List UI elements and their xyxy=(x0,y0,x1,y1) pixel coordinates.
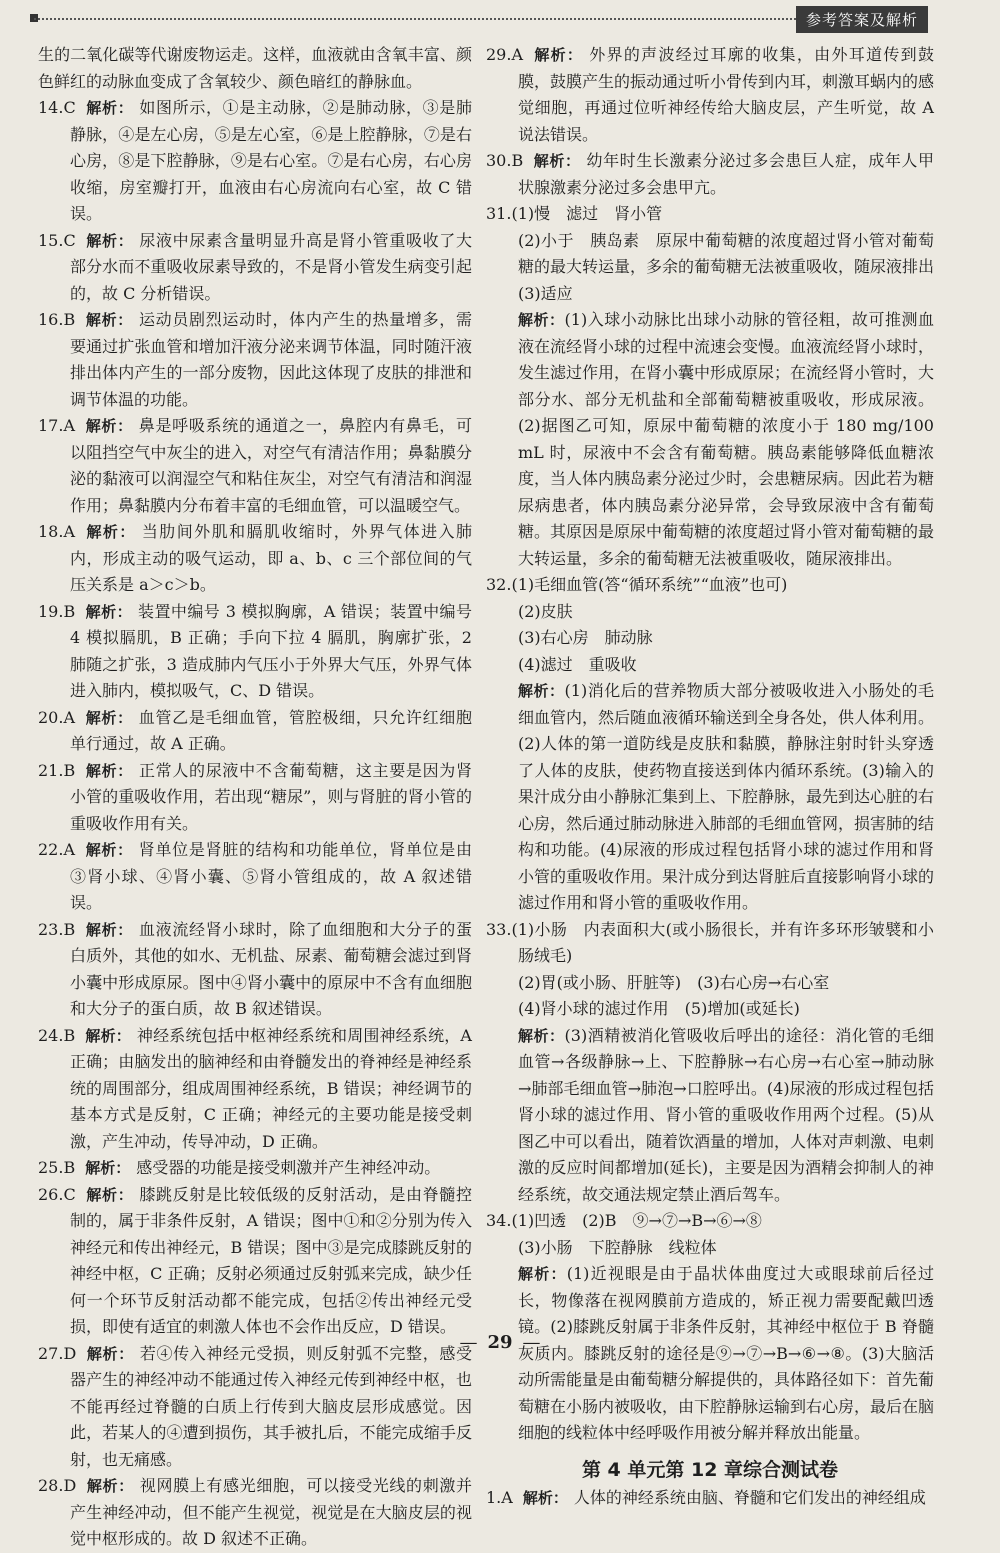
answer-text: (1)小肠 内表面积大(或小肠很长，并有许多环形皱襞和小肠绒毛) xyxy=(511,919,934,965)
question-number: 26. xyxy=(38,1184,64,1204)
answer-letter: B xyxy=(63,1158,76,1177)
answer-letter: A xyxy=(63,522,76,541)
analysis-label: 解析： xyxy=(85,761,133,780)
answer-text: (2)胃(或小肠、肝脏等) (3)右心房→右心室 xyxy=(518,972,830,992)
analysis-label: 解析： xyxy=(85,1185,134,1204)
analysis-text: 尿液中尿素含量明显升高是肾小管重吸收了大部分水而不重吸收尿素导致的，不是肾小管发生病变引起的，故 C 分析错误。 xyxy=(70,230,472,303)
question-number: 17. xyxy=(38,416,64,435)
answer-text: (2)小于 胰岛素 原尿中葡萄糖的浓度超过肾小管对葡萄糖的最大转运量，多余的葡萄糖无法被重吸收，随尿液排出 xyxy=(518,230,935,276)
header-label: 参考答案及解析 xyxy=(796,6,928,33)
analysis-text: 肾单位是肾脏的结构和功能单位，肾单位是由③肾小球、④肾小囊、⑤肾小管组成的，故 A 叙述错误。 xyxy=(70,840,472,912)
answer-item xyxy=(486,1485,934,1512)
analysis-text: 幼年时生长激素分泌过多会患巨人症，成年人甲状腺激素分泌过多会患甲亢。 xyxy=(518,151,934,197)
analysis-text: 神经系统包括中枢神经系统和周围神经系统，A 正确；由脑发出的脑神经和由脊髓发出的脊神经是神经系统的周围部分，组成周围神经系统，B 错误；神经调节的基本方式是反射，C 正确；神经元的主要功能是接受刺激，产生冲动，传导冲动，D 正确。 xyxy=(70,1025,472,1151)
answer-34 xyxy=(486,1208,934,1447)
answer-text: (3)右心房 肺动脉 xyxy=(518,628,653,647)
analysis-paragraph xyxy=(486,307,934,572)
analysis-text: 血管乙是毛细血管，管腔极细，只允许红细胞单行通过，故 A 正确。 xyxy=(70,707,472,753)
answer-item xyxy=(38,413,472,519)
answer-text: (3)适应 xyxy=(518,283,573,303)
analysis-label: 解析： xyxy=(85,231,134,250)
question-number: 16. xyxy=(38,310,64,329)
analysis-label: 解析： xyxy=(85,920,133,939)
analysis-text: 若④传入神经元受损，则反射弧不完整，感受器产生的神经冲动不能通过传入神经元传到神经中枢，也不能再经过脊髓的白质上行传到大脑皮层形成感觉。因此，若某人的④遭到损伤，其手被扎后，不能完成缩手反射，也无痛感。 xyxy=(70,1343,472,1469)
analysis-label: 解析： xyxy=(533,152,581,170)
question-number: 31. xyxy=(486,204,512,223)
analysis-text: 血液流经肾小球时，除了血细胞和大分子的蛋白质外，其他的如水、无机盐、尿素、葡萄糖会滤过到肾小囊中形成原尿。图中④肾小囊中的原尿中不含有血细胞和大分子的蛋白质，故 B 叙述错误。 xyxy=(70,919,472,1018)
analysis-text: 运动员剧烈运动时，体内产生的热量增多，需要通过扩张血管和增加汗液分泌来调节体温，同时随汗液排出体内产生的一部分废物，因此这体现了皮肤的排泄和调节体温的功能。 xyxy=(70,310,472,409)
question-number: 20. xyxy=(38,707,64,727)
question-number: 22. xyxy=(38,840,64,859)
answer-letter: C xyxy=(63,230,76,250)
analysis-label: 解析： xyxy=(522,1489,568,1507)
analysis-label: 解析： xyxy=(86,1344,134,1363)
analysis-label: 解析： xyxy=(85,523,136,541)
analysis-text: 膝跳反射是比较低级的反射活动，是由脊髓控制的，属于非条件反射，A 错误；图中①和②分别为传入神经元和传出神经元，B 错误；图中③是完成膝跳反射的神经中枢，C 正确；反射必须通过反射弧来完成，缺少任何一个环节反射活动都不能完成，包括②传出神经元受损，即使有适宜的刺激人体也不会作出反应，D 错误。 xyxy=(70,1184,472,1336)
answer-letter: A xyxy=(63,707,76,727)
answer-line xyxy=(486,625,934,652)
question-number: 30. xyxy=(486,151,512,170)
answer-line xyxy=(486,1208,934,1235)
answer-letter: D xyxy=(63,1476,77,1495)
question-number: 1. xyxy=(486,1488,502,1507)
analysis-text: 外界的声波经过耳廓的收集，由外耳道传到鼓膜，鼓膜产生的振动通过听小骨传到内耳，刺激耳蜗内的感觉细胞，再通过位听神经传给大脑皮层，产生听觉，故 A 说法错误。 xyxy=(518,45,935,144)
answer-item xyxy=(38,1155,472,1182)
answer-text: (1)慢 滤过 肾小管 xyxy=(511,204,663,223)
question-number: 28. xyxy=(38,1476,64,1495)
analysis-label: 解析： xyxy=(85,602,133,621)
right-column xyxy=(486,42,934,1512)
answer-31 xyxy=(486,201,934,572)
answer-item xyxy=(38,307,472,413)
answer-letter: B xyxy=(63,1025,76,1045)
answer-letter: B xyxy=(63,919,76,939)
question-number: 23. xyxy=(38,919,64,939)
answer-text: (1)毛细血管(答“循环系统”“血液”也可) xyxy=(511,575,788,594)
analysis-label: 解析： xyxy=(518,682,565,700)
answer-line xyxy=(486,1235,934,1262)
answer-item xyxy=(38,1473,472,1553)
analysis-label: 解析： xyxy=(85,708,133,727)
section-title: 第 4 单元第 12 章综合测试卷 xyxy=(581,1458,839,1481)
answer-line xyxy=(486,281,934,308)
analysis-label: 解析： xyxy=(85,1159,131,1177)
answer-text: (2)皮肤 xyxy=(518,601,573,621)
answer-33 xyxy=(486,917,934,1209)
question-number: 27. xyxy=(38,1343,64,1363)
analysis-paragraph xyxy=(486,678,934,917)
analysis-label: 解析： xyxy=(85,1026,131,1045)
question-number: 14. xyxy=(38,98,64,117)
answer-item xyxy=(486,42,934,148)
header-rule xyxy=(34,18,800,20)
answer-letter: A xyxy=(63,416,76,435)
analysis-text: 人体的神经系统由脑、脊髓和它们发出的神经组成 xyxy=(573,1488,926,1507)
analysis-label: 解析： xyxy=(518,311,565,329)
analysis-text: 如图所示，①是主动脉，②是肺动脉，③是肺静脉，④是左心房，⑤是左心室，⑥是上腔静脉，⑦是右心房，⑧是下腔静脉，⑨是右心室。⑦是右心房，右心房收缩，房室瓣打开，血液由右心房流向右心室，故 C 错误。 xyxy=(70,98,472,223)
answer-letter: B xyxy=(63,601,76,621)
analysis-paragraph xyxy=(486,1261,934,1447)
answer-line xyxy=(486,599,934,626)
answer-text: (4)滤过 重吸收 xyxy=(518,654,637,674)
answer-item xyxy=(38,705,472,758)
answer-line xyxy=(486,652,934,679)
analysis-text: (1)入球小动脉比出球小动脉的管径粗，故可推测血液在流经肾小球的过程中流速会变慢。血液流经肾小球时，发生滤过作用，在肾小囊中形成原尿；在流经肾小管时，大部分水、部分无机盐和全部葡萄糖被重吸收，形成尿液。(2)据图乙可知，原尿中葡萄糖的浓度小于 180 mg/100 mL 时，尿液中不会含有葡萄糖。胰岛素能够降低血糖浓度，当人体内胰岛素分泌过少时，会患糖尿病。因此若为糖尿病患者，体内胰岛素分泌异常，会导致尿液中含有葡萄糖。其原因是原尿中葡萄糖的浓度超过肾小管对葡萄糖的最大转运量，多余的葡萄糖无法被重吸收，随尿液排出。 xyxy=(518,310,935,568)
analysis-text: (1)近视眼是由于晶状体曲度过大或眼球前后径过长，物像落在视网膜前方造成的，矫正视力需要配戴凹透镜。(2)膝跳反射属于非条件反射，其神经中枢位于 B 脊髓灰质内。膝跳反射的途径是⑨→⑦→B→⑥→⑧。(3)大脑活动所需能量是由葡萄糖分解提供的，具体路径如下：首先葡萄糖在小肠内被吸收，由下腔静脉运输到右心房，最后在脑细胞的线粒体中经呼吸作用被分解并释放出能量。 xyxy=(518,1264,935,1442)
question-number: 15. xyxy=(38,230,64,250)
question-number: 19. xyxy=(38,601,64,621)
answer-list-right xyxy=(486,42,934,201)
page-number: — 29 — xyxy=(0,1332,1000,1353)
analysis-text: 鼻是呼吸系统的通道之一，鼻腔内有鼻毛，可以阻挡空气中灰尘的进入，对空气有清洁作用；鼻黏膜分泌的黏液可以润湿空气和粘住灰尘，对空气有清洁和润湿作用；鼻黏膜内分布着丰富的毛细血管，可以温暖空气。 xyxy=(70,416,472,515)
answer-text: (3)小肠 下腔静脉 线粒体 xyxy=(518,1237,717,1257)
answer-item xyxy=(38,228,472,308)
answer-text: (1)凹透 (2)B ⑨→⑦→B→⑥→⑧ xyxy=(511,1211,762,1230)
answer-item xyxy=(38,1341,472,1474)
analysis-paragraph xyxy=(486,1023,934,1209)
answer-letter: A xyxy=(511,45,524,64)
analysis-label: 解析： xyxy=(85,841,133,859)
analysis-text: 感受器的功能是接受刺激并产生神经冲动。 xyxy=(136,1158,441,1177)
analysis-label: 解析： xyxy=(85,311,133,329)
question-number: 21. xyxy=(38,760,64,780)
analysis-text: (1)消化后的营养物质大部分被吸收进入小肠处的毛细血管内，然后随血液循环输送到全身各处，供人体利用。(2)人体的第一道防线是皮肤和黏膜，静脉注射时针头穿透了人体的皮肤，使药物直接送到体内循环系统。(3)输入的果汁成分由小静脉汇集到上、下腔静脉，最先到达心脏的右心房，然后通过肺动脉进入肺部的毛细血管网，损害肺的结构和功能。(4)尿液的形成过程包括肾小球的滤过作用和肾小管的重吸收作用。果汁成分到达肾脏后直接影响肾小球的滤过作用和肾小管的重吸收作用。 xyxy=(518,681,935,912)
continued-text: 生的二氧化碳等代谢废物运走。这样，血液就由含氧丰富、颜色鲜红的动脉血变成了含氧较少、颜色暗红的静脉血。 xyxy=(38,45,472,91)
answer-item xyxy=(38,758,472,838)
analysis-label: 解析： xyxy=(518,1026,565,1045)
question-number: 24. xyxy=(38,1025,64,1045)
answer-letter: A xyxy=(63,840,76,859)
question-number: 29. xyxy=(486,45,512,64)
answer-letter: C xyxy=(63,1184,76,1204)
answer-list-new-section xyxy=(486,1485,934,1512)
analysis-text: 装置中编号 3 模拟胸廓，A 错误；装置中编号 4 模拟膈肌，B 正确；手向下拉 4 膈肌，胸廓扩张，2 肺随之扩张，3 造成肺内气压小于外界大气压，外界气体进入肺内，模拟吸气，C、D 错误。 xyxy=(70,601,472,700)
analysis-text: 正常人的尿液中不含葡萄糖，这主要是因为肾小管的重吸收作用，若出现“糖尿”，则与肾脏的肾小管的重吸收作用有关。 xyxy=(70,760,472,833)
analysis-label: 解析： xyxy=(85,99,134,117)
analysis-text: (3)酒精被消化管吸收后呼出的途径：消化管的毛细血管→各级静脉→上、下腔静脉→右心房→右心室→肺动脉→肺部毛细血管→肺泡→口腔呼出。(4)尿液的形成过程包括肾小球的滤过作用、肾小管的重吸收作用两个过程。(5)从图乙中可以看出，随着饮酒量的增加，人体对声刺激、电刺激的反应时间都增加(延长)，主要是因为酒精会抑制人的神经系统，故交通法规定禁止酒后驾车。 xyxy=(518,1025,935,1204)
answer-line xyxy=(486,996,934,1023)
question-number: 18. xyxy=(38,522,64,541)
answer-line xyxy=(486,228,934,281)
answer-letter: B xyxy=(511,151,524,170)
answer-item xyxy=(38,1023,472,1156)
answer-item xyxy=(38,917,472,1023)
answer-item xyxy=(38,95,472,228)
answer-item xyxy=(38,1182,472,1341)
answer-item xyxy=(38,837,472,917)
question-number: 32. xyxy=(486,575,512,594)
analysis-label: 解析： xyxy=(85,417,133,435)
answer-letter: B xyxy=(63,310,76,329)
question-number: 33. xyxy=(486,919,512,939)
answer-letter: D xyxy=(63,1343,77,1363)
left-column xyxy=(38,42,472,1553)
answer-item xyxy=(38,599,472,705)
answer-text: (4)肾小球的滤过作用 (5)增加(或延长) xyxy=(518,999,800,1018)
answer-line xyxy=(486,970,934,997)
analysis-text: 当肋间外肌和膈肌收缩时，外界气体进入肺内，形成主动的吸气运动，即 a、b、c 三个部位间的气压关系是 a＞c＞b。 xyxy=(70,522,472,594)
answer-item xyxy=(486,148,934,201)
page-header xyxy=(0,0,1000,34)
analysis-label: 解析： xyxy=(533,46,584,64)
analysis-text: 视网膜上有感光细胞，可以接受光线的刺激并产生神经冲动，但不能产生视觉，视觉是在大脑皮层的视觉中枢形成的。故 D 叙述不正确。 xyxy=(70,1476,472,1548)
answer-line xyxy=(486,572,934,599)
analysis-label: 解析： xyxy=(86,1477,134,1495)
answer-letter: B xyxy=(63,760,76,780)
answer-line xyxy=(486,917,934,970)
answer-letter: A xyxy=(501,1488,513,1507)
answer-item xyxy=(38,519,472,599)
question-number: 25. xyxy=(38,1158,64,1177)
question-number: 34. xyxy=(486,1211,512,1230)
answer-32 xyxy=(486,572,934,917)
answer-letter: C xyxy=(63,98,76,117)
answer-line xyxy=(486,201,934,228)
analysis-label: 解析： xyxy=(518,1265,567,1283)
